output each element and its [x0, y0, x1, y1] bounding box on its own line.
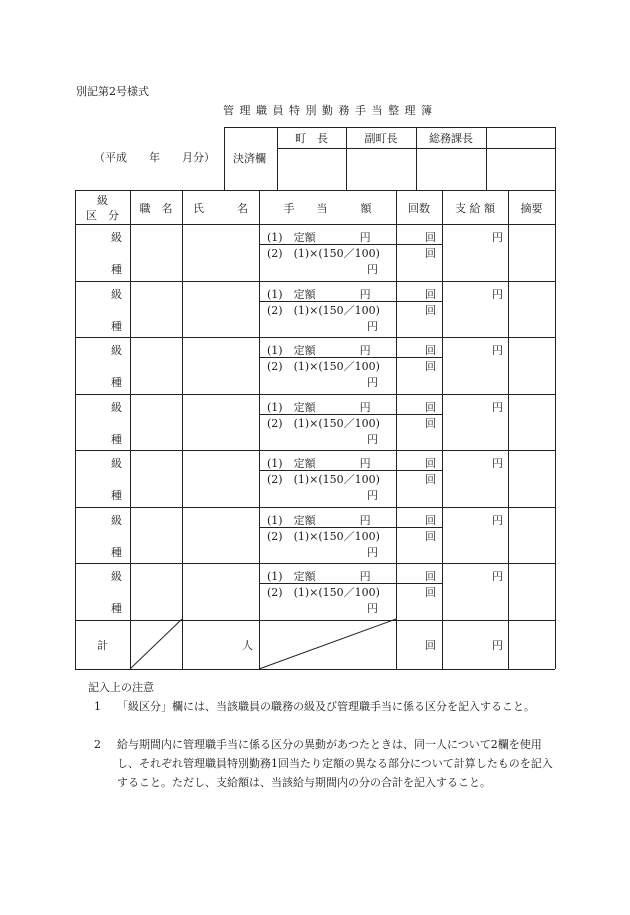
- row-count-unit-2: 回: [425, 417, 436, 430]
- note-2-number: 2: [94, 738, 101, 751]
- header-class-line2: 区 分: [86, 209, 119, 222]
- approval-col-mayor: 町 長: [295, 132, 328, 145]
- row-grade-label: 級: [111, 288, 122, 301]
- row-grade-label: 級: [111, 514, 122, 527]
- row-calc-unit: 円: [367, 489, 378, 502]
- header-class-line1: 級: [97, 194, 108, 207]
- post-diagonal-line: [130, 619, 182, 669]
- row-grade-label: 級: [111, 344, 122, 357]
- note-1-number: 1: [94, 700, 101, 713]
- row-grade-label: 級: [111, 401, 122, 414]
- approval-col-general-affairs: 総務課長: [429, 132, 473, 145]
- row-calc-unit: 円: [367, 320, 378, 333]
- approval-col-deputy: 副町長: [364, 132, 398, 145]
- row-count-unit-1: 回: [425, 514, 436, 527]
- total-person-unit: 人: [242, 639, 253, 652]
- form-label: 別記第2号様式: [76, 85, 149, 98]
- approval-label: 決済欄: [233, 152, 266, 165]
- header-name: 氏 名: [193, 202, 248, 215]
- row-paid-unit: 円: [492, 401, 503, 414]
- row-count-unit-1: 回: [425, 344, 436, 357]
- row-paid-unit: 円: [492, 231, 503, 244]
- row-kind-label: 種: [111, 376, 122, 389]
- row-count-unit-1: 回: [425, 231, 436, 244]
- row-count-unit-2: 回: [425, 586, 436, 599]
- row-kind-label: 種: [111, 602, 122, 615]
- row-kind-label: 種: [111, 546, 122, 559]
- row-count-unit-2: 回: [425, 304, 436, 317]
- row-calc-unit: 円: [367, 433, 378, 446]
- row-fixed-amount: (1) 定額 円: [267, 514, 371, 527]
- header-allowance: 手 当 額: [283, 202, 372, 215]
- note-2-text: 給与期間内に管理職手当に係る区分の異動があつたときは、同一人について2欄を使用し、それぞれ管理職員特別勤務1回当たり定額の異なる部分について計算したものを記入すること。ただし、支給額は、当該給与期間内の分の合計を記入すること。: [117, 738, 553, 789]
- row-grade-label: 級: [111, 231, 122, 244]
- row-count-unit-2: 回: [425, 247, 436, 260]
- row-kind-label: 種: [111, 320, 122, 333]
- row-paid-unit: 円: [492, 288, 503, 301]
- total-paid-unit: 円: [492, 639, 503, 652]
- row-calc-formula: (2) (1)×(150／100): [267, 586, 380, 599]
- row-kind-label: 種: [111, 433, 122, 446]
- row-fixed-amount: (1) 定額 円: [267, 231, 371, 244]
- row-count-unit-2: 回: [425, 530, 436, 543]
- row-paid-unit: 円: [492, 457, 503, 470]
- row-count-unit-1: 回: [425, 457, 436, 470]
- header-post: 職 名: [139, 202, 173, 215]
- row-count-unit-1: 回: [425, 288, 436, 301]
- page-title: 管 理 職 員 特 別 勤 務 手 当 整 理 簿: [223, 104, 433, 117]
- row-paid-unit: 円: [492, 514, 503, 527]
- row-calc-formula: (2) (1)×(150／100): [267, 304, 380, 317]
- total-count-unit: 回: [425, 639, 436, 652]
- row-kind-label: 種: [111, 489, 122, 502]
- row-fixed-amount: (1) 定額 円: [267, 570, 371, 583]
- row-count-unit-2: 回: [425, 473, 436, 486]
- row-count-unit-1: 回: [425, 570, 436, 583]
- header-paid: 支 給 額: [455, 202, 495, 215]
- header-remarks: 摘要: [520, 202, 543, 215]
- row-calc-formula: (2) (1)×(150／100): [267, 360, 380, 373]
- note-1-text: 「級区分」欄には、当該職員の職務の級及び管理職手当に係る区分を記入すること。: [117, 700, 535, 713]
- row-fixed-amount: (1) 定額 円: [267, 288, 371, 301]
- row-kind-label: 種: [111, 263, 122, 276]
- row-paid-unit: 円: [492, 344, 503, 357]
- row-fixed-amount: (1) 定額 円: [267, 344, 371, 357]
- row-grade-label: 級: [111, 570, 122, 583]
- notes-title: 記入上の注意: [88, 681, 154, 694]
- row-fixed-amount: (1) 定額 円: [267, 457, 371, 470]
- row-count-unit-2: 回: [425, 360, 436, 373]
- row-calc-formula: (2) (1)×(150／100): [267, 417, 380, 430]
- row-calc-formula: (2) (1)×(150／100): [267, 473, 380, 486]
- row-calc-unit: 円: [367, 376, 378, 389]
- row-calc-formula: (2) (1)×(150／100): [267, 247, 380, 260]
- date-line: （平成 年 月分）: [94, 151, 215, 164]
- total-label: 計: [97, 639, 108, 652]
- row-calc-unit: 円: [367, 263, 378, 276]
- row-calc-formula: (2) (1)×(150／100): [267, 530, 380, 543]
- row-count-unit-1: 回: [425, 401, 436, 414]
- header-count: 回数: [408, 202, 430, 215]
- row-fixed-amount: (1) 定額 円: [267, 401, 371, 414]
- allowance-diagonal-line: [259, 619, 396, 669]
- row-grade-label: 級: [111, 457, 122, 470]
- row-paid-unit: 円: [492, 570, 503, 583]
- row-calc-unit: 円: [367, 546, 378, 559]
- row-calc-unit: 円: [367, 602, 378, 615]
